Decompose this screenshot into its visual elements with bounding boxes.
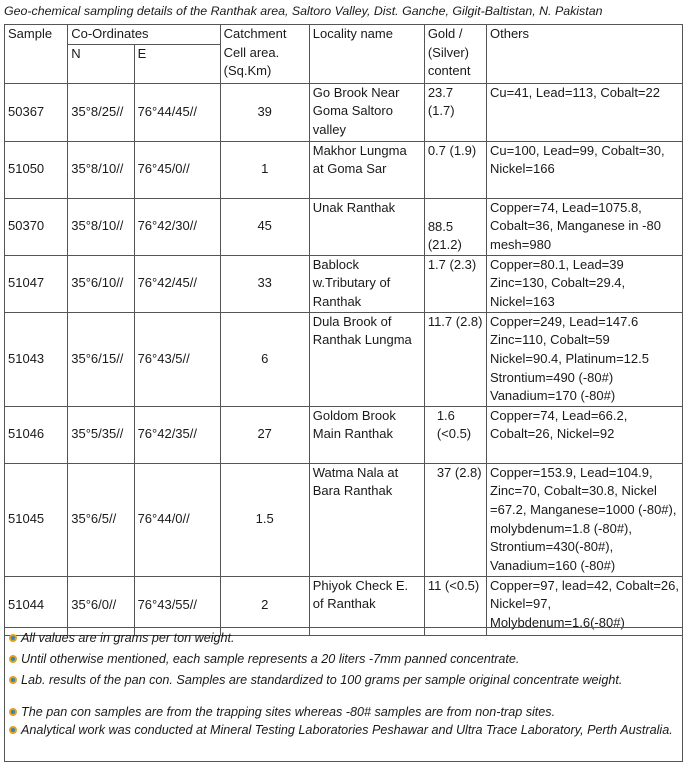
notes-box	[4, 627, 683, 762]
table-row	[5, 198, 683, 255]
cell-e: 76°42/30//	[134, 198, 220, 255]
cell-locality: Phiyok Check E. of Ranthak	[309, 576, 424, 635]
cell-locality: Bablock w.Tributary of Ranthak	[309, 255, 424, 312]
cell-others: Copper=249, Lead=147.6 Zinc=110, Cobalt=59 Nickel=90.4, Platinum=12.5 Strontium=490 (-80#) Vanadium=170 (-80#)	[487, 312, 683, 406]
cell-locality: Watma Nala at Bara Ranthak	[309, 463, 424, 576]
table-row	[5, 83, 683, 141]
cell-e: 76°43/5//	[134, 312, 220, 406]
cell-n: 35°5/35//	[68, 406, 134, 463]
cell-n: 35°6/15//	[68, 312, 134, 406]
note-text: Until otherwise mentioned, each sample represents a 20 liters -7mm panned concentrate.	[21, 652, 520, 666]
table-row	[5, 255, 683, 312]
cell-gold: 1.6 (<0.5)	[424, 406, 486, 463]
cell-gold: 37 (2.8)	[424, 463, 486, 576]
header-locality: Locality name	[309, 25, 424, 84]
note-text: The pan con samples are from the trapping sites whereas -80# samples are from non-trap sites.	[21, 705, 556, 719]
header-n: N	[68, 44, 134, 83]
header-e: E	[134, 44, 220, 83]
table-row	[5, 463, 683, 576]
cell-area: 27	[220, 406, 309, 463]
cell-e: 76°45/0//	[134, 141, 220, 198]
cell-sample: 51044	[5, 576, 68, 635]
cell-sample: 51047	[5, 255, 68, 312]
cell-sample: 51045	[5, 463, 68, 576]
header-others: Others	[487, 25, 683, 84]
cell-sample: 50367	[5, 83, 68, 141]
cell-locality: Unak Ranthak	[309, 198, 424, 255]
cell-others: Copper=74, Lead=66.2, Cobalt=26, Nickel=92	[487, 406, 683, 463]
cell-area: 33	[220, 255, 309, 312]
note-text: Analytical work was conducted at Mineral Testing Laboratories Peshawar and Ultra Trace Laboratory, Perth Australia.	[21, 723, 673, 737]
cell-n: 35°8/10//	[68, 141, 134, 198]
cell-others: Cu=41, Lead=113, Cobalt=22	[487, 83, 683, 141]
table-row	[5, 141, 683, 198]
cell-gold: 23.7 (1.7)	[424, 83, 486, 141]
cell-others: Cu=100, Lead=99, Cobalt=30, Nickel=166	[487, 141, 683, 198]
table-row	[5, 406, 683, 463]
cell-sample: 51046	[5, 406, 68, 463]
cell-gold: 11 (<0.5)	[424, 576, 486, 635]
bullet-icon	[9, 634, 17, 642]
cell-e: 76°43/55//	[134, 576, 220, 635]
cell-area: 2	[220, 576, 309, 635]
cell-others: Copper=74, Lead=1075.8, Cobalt=36, Manganese in -80 mesh=980	[487, 198, 683, 255]
cell-gold: 11.7 (2.8)	[424, 312, 486, 406]
cell-n: 35°6/10//	[68, 255, 134, 312]
note-item	[9, 672, 678, 704]
cell-others: Copper=153.9, Lead=104.9, Zinc=70, Cobalt=30.8, Nickel =67.2, Manganese=1000 (-80#), molybdenum=1.8 (-80#), Strontium=430(-80#), Vanadium=160 (-80#)	[487, 463, 683, 576]
cell-sample: 51050	[5, 141, 68, 198]
cell-gold: 1.7 (2.3)	[424, 255, 486, 312]
cell-n: 35°6/0//	[68, 576, 134, 635]
note-text: All values are in grams per ton weight.	[21, 631, 235, 645]
bullet-icon	[9, 655, 17, 663]
note-item	[9, 651, 678, 672]
cell-locality: Dula Brook of Ranthak Lungma	[309, 312, 424, 406]
table-caption: Geo-chemical sampling details of the Ranthak area, Saltoro Valley, Dist. Ganche, Gilgit-Baltistan, N. Pakistan	[4, 4, 603, 18]
cell-n: 35°6/5//	[68, 463, 134, 576]
cell-n: 35°8/25//	[68, 83, 134, 141]
cell-locality: Makhor Lungma at Goma Sar	[309, 141, 424, 198]
cell-area: 45	[220, 198, 309, 255]
header-sample: Sample	[5, 25, 68, 84]
cell-area: 39	[220, 83, 309, 141]
cell-e: 76°42/35//	[134, 406, 220, 463]
cell-gold: 0.7 (1.9)	[424, 141, 486, 198]
note-item	[9, 630, 678, 651]
header-gold: Gold / (Silver) content	[424, 25, 486, 84]
cell-locality: Go Brook Near Goma Saltoro valley	[309, 83, 424, 141]
note-text: Lab. results of the pan con. Samples are standardized to 100 grams per sample original concentrate weight.	[21, 673, 623, 687]
cell-locality: Goldom Brook Main Ranthak	[309, 406, 424, 463]
header-catchment: Catchment Cell area. (Sq.Km)	[220, 25, 309, 84]
cell-e: 76°44/0//	[134, 463, 220, 576]
header-coordinates: Co-Ordinates	[68, 25, 220, 45]
note-item	[9, 722, 678, 754]
cell-n: 35°8/10//	[68, 198, 134, 255]
cell-e: 76°42/45//	[134, 255, 220, 312]
cell-sample: 51043	[5, 312, 68, 406]
cell-others: Copper=80.1, Lead=39 Zinc=130, Cobalt=29.4, Nickel=163	[487, 255, 683, 312]
bullet-icon	[9, 676, 17, 684]
cell-others: Copper=97, lead=42, Cobalt=26, Nickel=97, Molybdenum=1.6(-80#)	[487, 576, 683, 635]
cell-gold: 88.5 (21.2)	[424, 198, 486, 255]
cell-e: 76°44/45//	[134, 83, 220, 141]
cell-area: 1	[220, 141, 309, 198]
cell-area: 1.5	[220, 463, 309, 576]
header-row	[5, 25, 683, 45]
cell-sample: 50370	[5, 198, 68, 255]
bullet-icon	[9, 708, 17, 716]
table-row	[5, 312, 683, 406]
sampling-table	[4, 24, 683, 636]
cell-area: 6	[220, 312, 309, 406]
bullet-icon	[9, 726, 17, 734]
note-item	[9, 704, 678, 722]
